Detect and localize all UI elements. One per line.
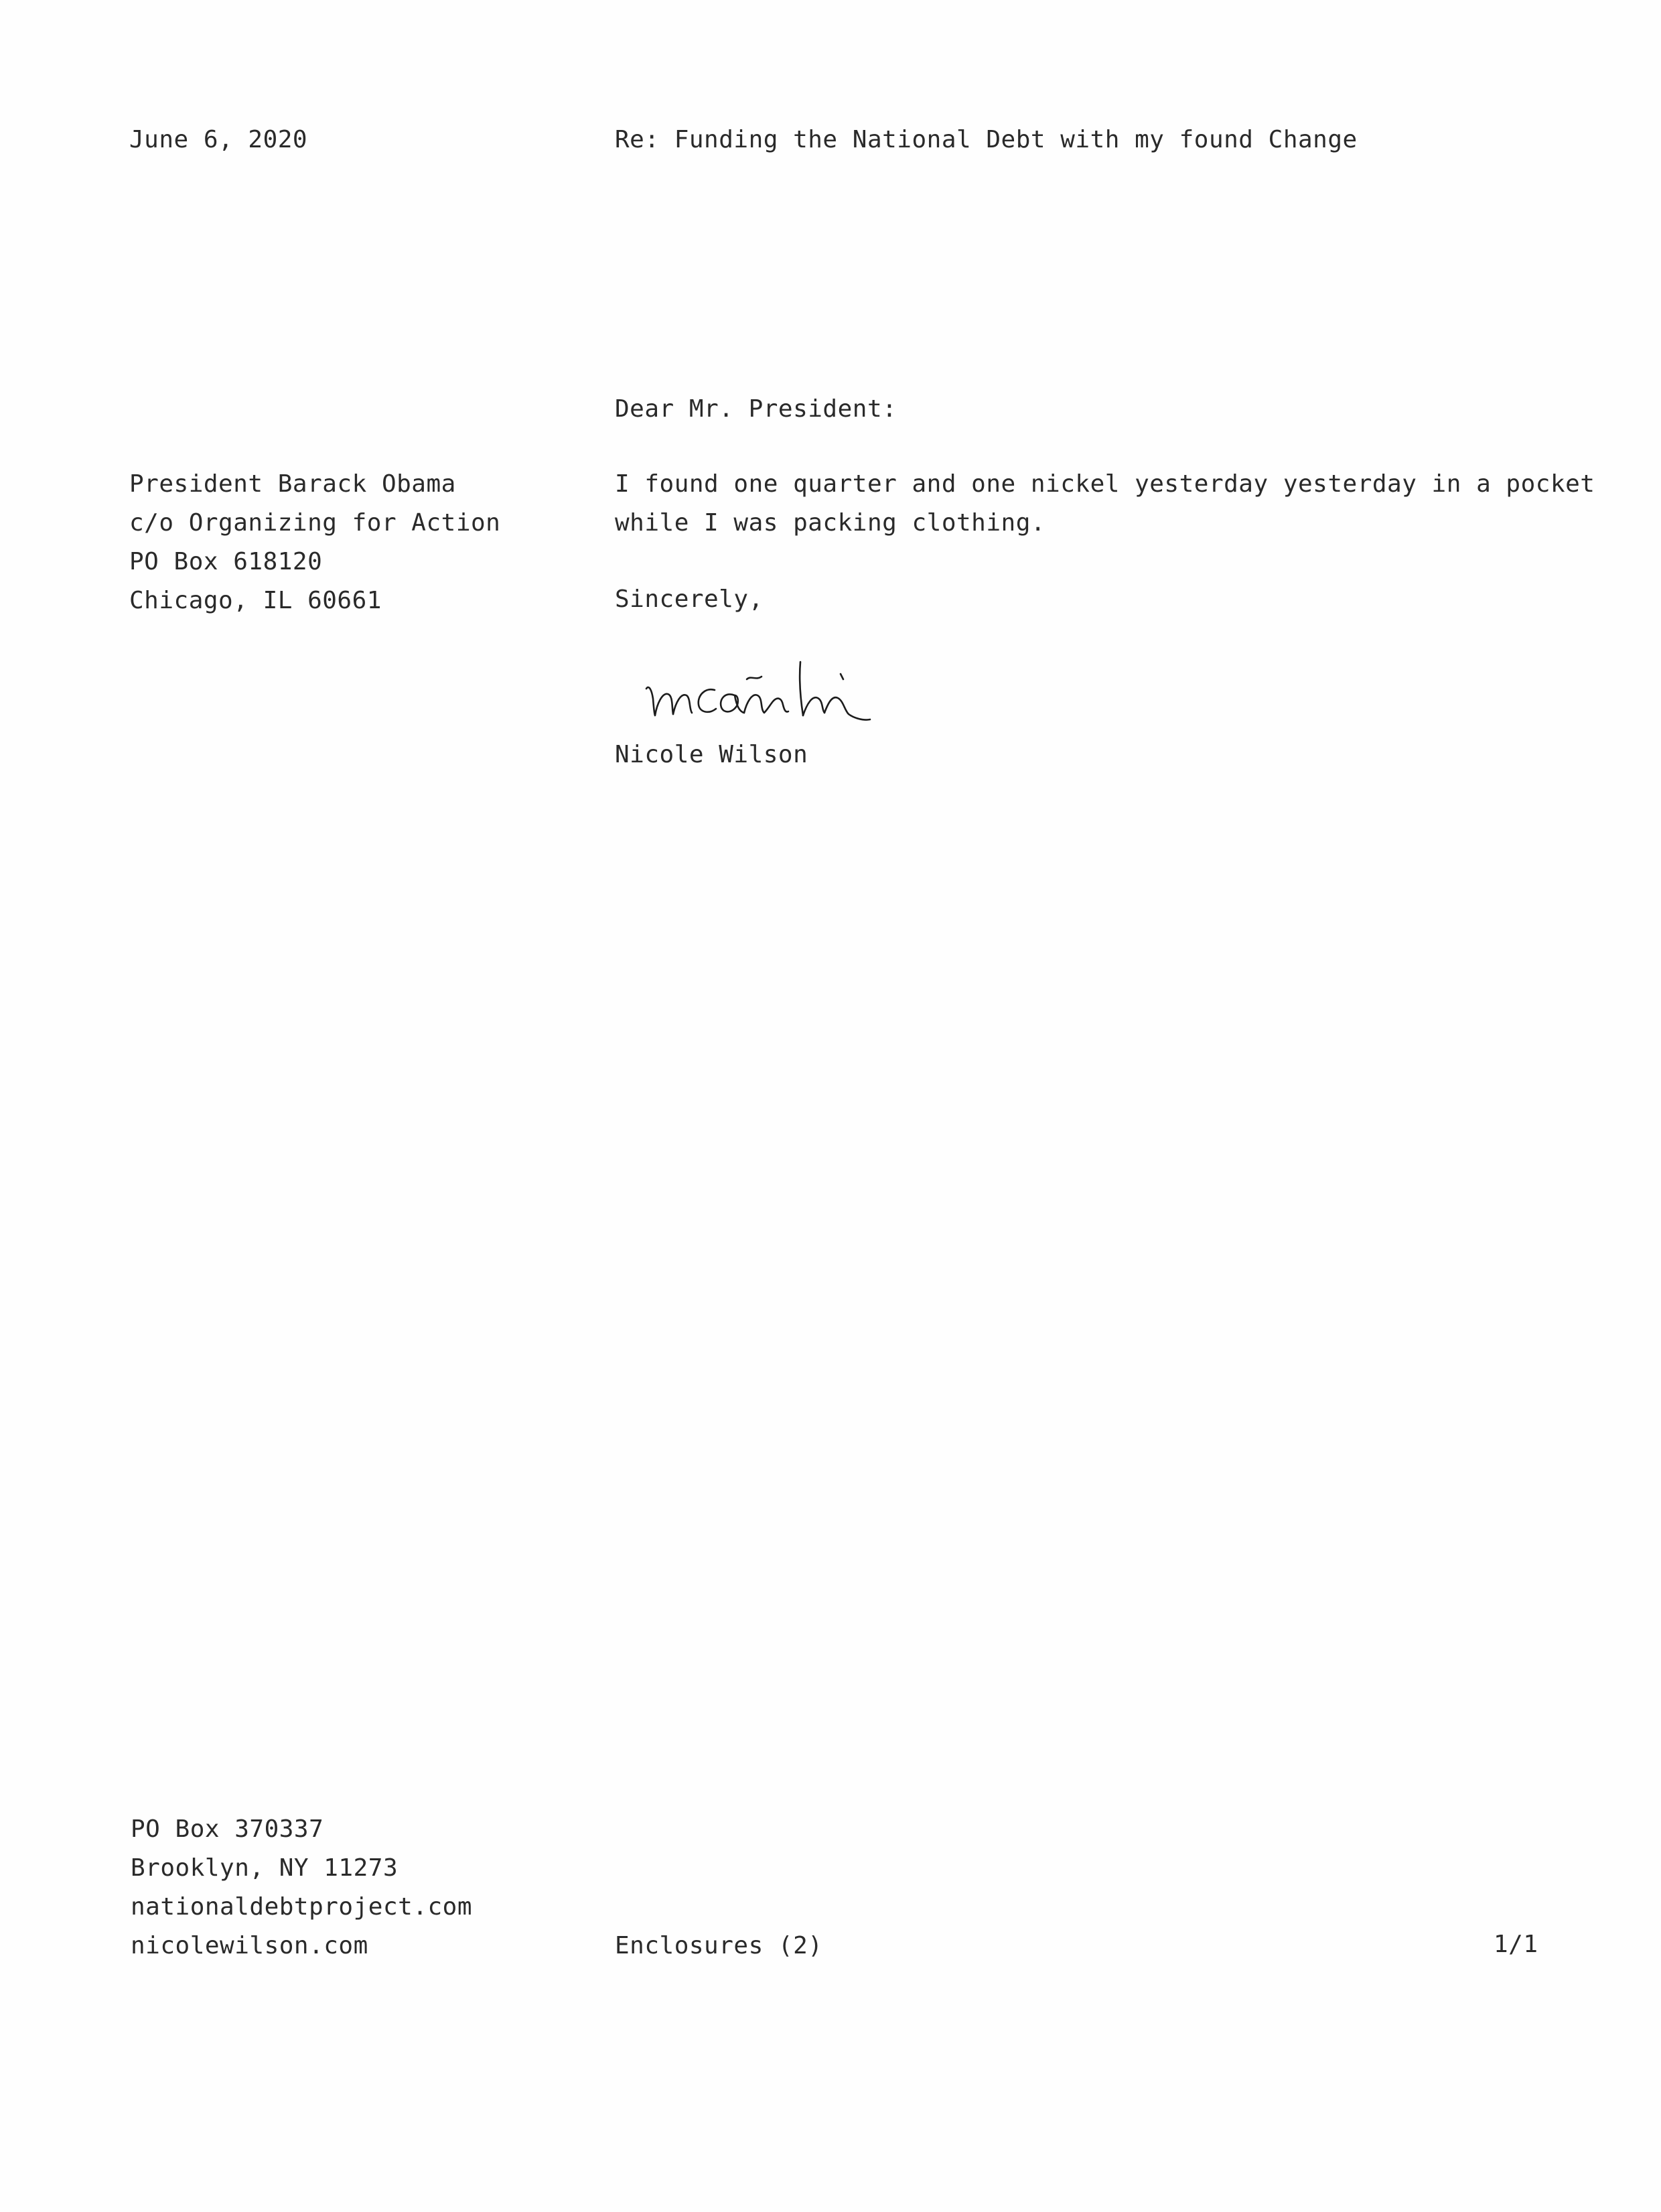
sender-line: Brooklyn, NY 11273 (131, 1854, 399, 1882)
letter-body (615, 465, 1595, 543)
recipient-line: PO Box 618120 (129, 548, 323, 575)
body-line: I found one quarter and one nickel yesterday yesterday in a pocket (615, 470, 1595, 498)
handwritten-signature (640, 648, 954, 722)
sender-address (131, 1810, 472, 1965)
letter-date: June 6, 2020 (129, 126, 308, 153)
salutation: Dear Mr. President: (615, 395, 897, 423)
signer-name: Nicole Wilson (615, 741, 808, 768)
sender-link[interactable]: nicolewilson.com (131, 1932, 368, 1959)
sender-link[interactable]: nationaldebtproject.com (131, 1893, 472, 1921)
recipient-address (129, 465, 500, 620)
enclosures-note: Enclosures (2) (615, 1932, 823, 1959)
closing: Sincerely, (615, 585, 764, 613)
recipient-line: Chicago, IL 60661 (129, 587, 382, 614)
recipient-line: c/o Organizing for Action (129, 509, 501, 537)
body-line: while I was packing clothing. (615, 509, 1046, 537)
recipient-line: President Barack Obama (129, 470, 456, 498)
sender-line: PO Box 370337 (131, 1815, 324, 1843)
letter-subject: Re: Funding the National Debt with my found Change (615, 126, 1358, 153)
page-number: 1/1 (1494, 1931, 1538, 1958)
